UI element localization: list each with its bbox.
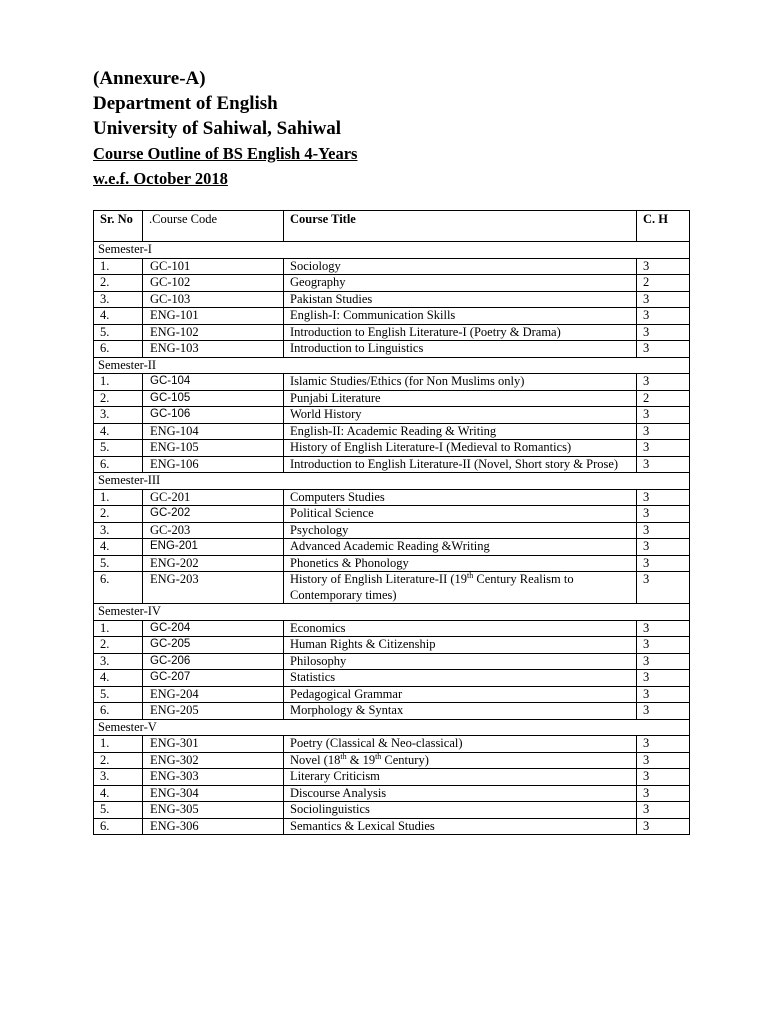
table-row bbox=[94, 341, 690, 358]
table-row bbox=[94, 390, 690, 407]
course-title-cell: Sociolinguistics bbox=[284, 802, 637, 819]
course-outline-table bbox=[93, 210, 690, 835]
credit-hours-cell: 3 bbox=[637, 308, 690, 325]
course-code-cell: GC-102 bbox=[143, 275, 284, 292]
sr-cell: 2. bbox=[94, 752, 143, 769]
course-code-cell: GC-105 bbox=[143, 390, 284, 407]
sr-cell: 4. bbox=[94, 539, 143, 556]
credit-hours-cell: 3 bbox=[637, 736, 690, 753]
sr-cell: 4. bbox=[94, 308, 143, 325]
table-row bbox=[94, 637, 690, 654]
course-code-cell: GC-204 bbox=[143, 620, 284, 637]
table-row bbox=[94, 703, 690, 720]
credit-hours-cell: 3 bbox=[637, 423, 690, 440]
semester-row bbox=[94, 604, 690, 621]
course-code-cell: ENG-203 bbox=[143, 572, 284, 604]
sr-cell: 6. bbox=[94, 572, 143, 604]
course-code-cell: ENG-302 bbox=[143, 752, 284, 769]
table-row bbox=[94, 506, 690, 523]
table-row bbox=[94, 275, 690, 292]
table-row bbox=[94, 440, 690, 457]
credit-hours-cell: 3 bbox=[637, 555, 690, 572]
credit-hours-cell: 3 bbox=[637, 686, 690, 703]
course-title-cell: History of English Literature-II (19th Century Realism to Contemporary times) bbox=[284, 572, 637, 604]
course-title-cell: Punjabi Literature bbox=[284, 390, 637, 407]
sr-cell: 2. bbox=[94, 506, 143, 523]
course-title-cell: English-I: Communication Skills bbox=[284, 308, 637, 325]
credit-hours-cell: 2 bbox=[637, 275, 690, 292]
table-row bbox=[94, 308, 690, 325]
sr-cell: 3. bbox=[94, 522, 143, 539]
course-code-cell: ENG-103 bbox=[143, 341, 284, 358]
course-title-cell: Philosophy bbox=[284, 653, 637, 670]
credit-hours-cell: 3 bbox=[637, 506, 690, 523]
course-code-cell: GC-206 bbox=[143, 653, 284, 670]
course-title-cell: Human Rights & Citizenship bbox=[284, 637, 637, 654]
table-row bbox=[94, 572, 690, 604]
course-title-cell: Geography bbox=[284, 275, 637, 292]
sr-cell: 2. bbox=[94, 637, 143, 654]
header-course-code: .Course Code bbox=[143, 211, 284, 242]
credit-hours-cell: 3 bbox=[637, 522, 690, 539]
course-code-cell: ENG-104 bbox=[143, 423, 284, 440]
table-row bbox=[94, 522, 690, 539]
course-code-cell: ENG-202 bbox=[143, 555, 284, 572]
credit-hours-cell: 3 bbox=[637, 407, 690, 424]
course-title-cell: Novel (18th & 19th Century) bbox=[284, 752, 637, 769]
course-code-cell: ENG-304 bbox=[143, 785, 284, 802]
credit-hours-cell: 3 bbox=[637, 374, 690, 391]
course-title-cell: Literary Criticism bbox=[284, 769, 637, 786]
sr-cell: 5. bbox=[94, 440, 143, 457]
sr-cell: 2. bbox=[94, 390, 143, 407]
course-title-cell: Advanced Academic Reading &Writing bbox=[284, 539, 637, 556]
course-title-cell: Introduction to English Literature-II (Novel, Short story & Prose) bbox=[284, 456, 637, 473]
credit-hours-cell: 3 bbox=[637, 802, 690, 819]
table-row bbox=[94, 258, 690, 275]
university-name: University of Sahiwal, Sahiwal bbox=[93, 118, 342, 139]
credit-hours-cell: 3 bbox=[637, 258, 690, 275]
course-title-cell: Political Science bbox=[284, 506, 637, 523]
credit-hours-cell: 3 bbox=[637, 653, 690, 670]
credit-hours-cell: 3 bbox=[637, 489, 690, 506]
course-code-cell: ENG-305 bbox=[143, 802, 284, 819]
course-title-cell: Introduction to English Literature-I (Poetry & Drama) bbox=[284, 324, 637, 341]
table-row bbox=[94, 291, 690, 308]
effective-date: w.e.f. October 2018 bbox=[93, 169, 228, 188]
table-row bbox=[94, 374, 690, 391]
course-code-cell: GC-203 bbox=[143, 522, 284, 539]
table-row bbox=[94, 407, 690, 424]
credit-hours-cell: 3 bbox=[637, 572, 690, 604]
credit-hours-cell: 3 bbox=[637, 539, 690, 556]
course-title-cell: History of English Literature-I (Medieval to Romantics) bbox=[284, 440, 637, 457]
table-row bbox=[94, 818, 690, 835]
course-code-cell: ENG-101 bbox=[143, 308, 284, 325]
sr-cell: 6. bbox=[94, 818, 143, 835]
course-code-cell: ENG-306 bbox=[143, 818, 284, 835]
semester-row bbox=[94, 357, 690, 374]
sr-cell: 4. bbox=[94, 670, 143, 687]
course-title-cell: Pakistan Studies bbox=[284, 291, 637, 308]
course-code-cell: ENG-201 bbox=[143, 539, 284, 556]
sr-cell: 5. bbox=[94, 555, 143, 572]
table-row bbox=[94, 456, 690, 473]
credit-hours-cell: 3 bbox=[637, 703, 690, 720]
course-code-cell: ENG-105 bbox=[143, 440, 284, 457]
sr-cell: 6. bbox=[94, 703, 143, 720]
course-title-cell: Statistics bbox=[284, 670, 637, 687]
semester-label: Semester-V bbox=[94, 719, 690, 736]
semester-row bbox=[94, 242, 690, 259]
course-title-cell: Semantics & Lexical Studies bbox=[284, 818, 637, 835]
table-row bbox=[94, 555, 690, 572]
semester-label: Semester-III bbox=[94, 473, 690, 490]
course-code-cell: GC-104 bbox=[143, 374, 284, 391]
course-code-cell: GC-103 bbox=[143, 291, 284, 308]
document-header bbox=[93, 66, 357, 191]
credit-hours-cell: 3 bbox=[637, 291, 690, 308]
course-code-cell: ENG-102 bbox=[143, 324, 284, 341]
table-row bbox=[94, 670, 690, 687]
credit-hours-cell: 3 bbox=[637, 670, 690, 687]
sr-cell: 1. bbox=[94, 620, 143, 637]
credit-hours-cell: 3 bbox=[637, 818, 690, 835]
semester-label: Semester-IV bbox=[94, 604, 690, 621]
credit-hours-cell: 2 bbox=[637, 390, 690, 407]
course-code-cell: ENG-204 bbox=[143, 686, 284, 703]
credit-hours-cell: 3 bbox=[637, 637, 690, 654]
course-title-cell: Poetry (Classical & Neo-classical) bbox=[284, 736, 637, 753]
sr-cell: 5. bbox=[94, 686, 143, 703]
annexure-label: (Annexure-A) bbox=[93, 68, 206, 89]
department-name: Department of English bbox=[93, 93, 278, 114]
table-header-row bbox=[94, 211, 690, 242]
course-code-cell: GC-101 bbox=[143, 258, 284, 275]
table-row bbox=[94, 620, 690, 637]
sr-cell: 3. bbox=[94, 407, 143, 424]
semester-row bbox=[94, 473, 690, 490]
sr-cell: 1. bbox=[94, 258, 143, 275]
semester-label: Semester-I bbox=[94, 242, 690, 259]
course-code-cell: ENG-303 bbox=[143, 769, 284, 786]
course-code-cell: ENG-205 bbox=[143, 703, 284, 720]
sr-cell: 3. bbox=[94, 769, 143, 786]
credit-hours-cell: 3 bbox=[637, 769, 690, 786]
sr-cell: 1. bbox=[94, 736, 143, 753]
sr-cell: 3. bbox=[94, 291, 143, 308]
sr-cell: 6. bbox=[94, 456, 143, 473]
sr-cell: 6. bbox=[94, 341, 143, 358]
credit-hours-cell: 3 bbox=[637, 456, 690, 473]
credit-hours-cell: 3 bbox=[637, 341, 690, 358]
table-row bbox=[94, 653, 690, 670]
header-credit-hours: C. H bbox=[637, 211, 690, 242]
sr-cell: 2. bbox=[94, 275, 143, 292]
course-code-cell: ENG-301 bbox=[143, 736, 284, 753]
semester-label: Semester-II bbox=[94, 357, 690, 374]
header-sr-no: Sr. No bbox=[94, 211, 143, 242]
course-title-cell: Introduction to Linguistics bbox=[284, 341, 637, 358]
semester-row bbox=[94, 719, 690, 736]
credit-hours-cell: 3 bbox=[637, 785, 690, 802]
sr-cell: 4. bbox=[94, 423, 143, 440]
course-title-cell: Morphology & Syntax bbox=[284, 703, 637, 720]
table-row bbox=[94, 423, 690, 440]
sr-cell: 4. bbox=[94, 785, 143, 802]
sr-cell: 1. bbox=[94, 374, 143, 391]
sr-cell: 5. bbox=[94, 324, 143, 341]
outline-title: Course Outline of BS English 4-Years bbox=[93, 144, 358, 163]
sr-cell: 1. bbox=[94, 489, 143, 506]
course-title-cell: Computers Studies bbox=[284, 489, 637, 506]
course-title-cell: Sociology bbox=[284, 258, 637, 275]
course-code-cell: ENG-106 bbox=[143, 456, 284, 473]
course-title-cell: Islamic Studies/Ethics (for Non Muslims only) bbox=[284, 374, 637, 391]
course-title-cell: Phonetics & Phonology bbox=[284, 555, 637, 572]
table-row bbox=[94, 752, 690, 769]
course-code-cell: GC-201 bbox=[143, 489, 284, 506]
course-title-cell: Pedagogical Grammar bbox=[284, 686, 637, 703]
table-row bbox=[94, 489, 690, 506]
course-code-cell: GC-205 bbox=[143, 637, 284, 654]
table-row bbox=[94, 802, 690, 819]
course-title-cell: Economics bbox=[284, 620, 637, 637]
course-code-cell: GC-106 bbox=[143, 407, 284, 424]
table-row bbox=[94, 785, 690, 802]
table-row bbox=[94, 686, 690, 703]
course-title-cell: World History bbox=[284, 407, 637, 424]
table-row bbox=[94, 539, 690, 556]
course-title-cell: Discourse Analysis bbox=[284, 785, 637, 802]
table-row bbox=[94, 324, 690, 341]
course-code-cell: GC-202 bbox=[143, 506, 284, 523]
credit-hours-cell: 3 bbox=[637, 324, 690, 341]
sr-cell: 5. bbox=[94, 802, 143, 819]
credit-hours-cell: 3 bbox=[637, 752, 690, 769]
table-row bbox=[94, 769, 690, 786]
credit-hours-cell: 3 bbox=[637, 620, 690, 637]
sr-cell: 3. bbox=[94, 653, 143, 670]
credit-hours-cell: 3 bbox=[637, 440, 690, 457]
table-row bbox=[94, 736, 690, 753]
course-code-cell: GC-207 bbox=[143, 670, 284, 687]
header-course-title: Course Title bbox=[284, 211, 637, 242]
course-title-cell: Psychology bbox=[284, 522, 637, 539]
table-body bbox=[94, 242, 690, 835]
course-title-cell: English-II: Academic Reading & Writing bbox=[284, 423, 637, 440]
